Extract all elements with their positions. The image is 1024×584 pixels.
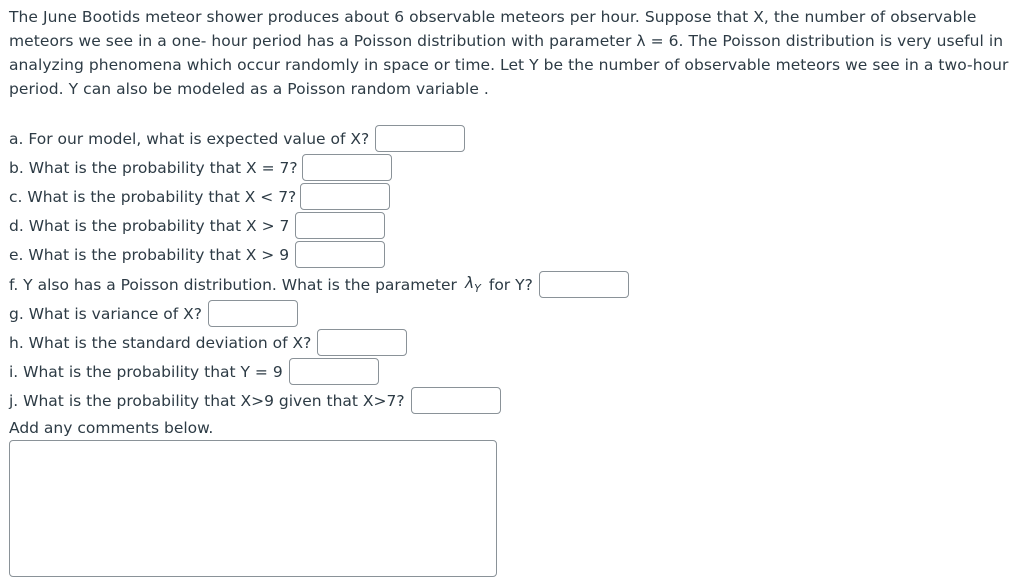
answer-input-c[interactable] bbox=[300, 183, 390, 210]
question-e bbox=[9, 240, 385, 269]
question-c-label: c. What is the probability that X < 7? bbox=[9, 187, 297, 206]
question-d-label: d. What is the probability that X > 7 bbox=[9, 216, 290, 235]
lambda-y-symbol: $\lambda_Y$ bbox=[464, 274, 481, 295]
answer-input-e[interactable] bbox=[295, 241, 385, 268]
question-b bbox=[9, 153, 392, 182]
problem-statement: The June Bootids meteor shower produces about 6 observable meteors per hour. Suppose that X, the number of observable meteors we see in a one- hour period has a Poisson distribution with parameter λ = 6. The Poisson distribution is very useful in analyzing phenomena which occur randomly in space or time. Let Y be the number of observable meteors we see in a two-hour period. Y can also be modeled as a Poisson random variable . bbox=[9, 8, 1009, 98]
question-h-label: h. What is the standard deviation of X? bbox=[9, 333, 312, 352]
question-c bbox=[9, 182, 390, 211]
comments-label: Add any comments below. bbox=[9, 419, 214, 437]
question-e-label: e. What is the probability that X > 9 bbox=[9, 245, 290, 264]
question-j bbox=[9, 386, 501, 415]
question-i-label: i. What is the probability that Y = 9 bbox=[9, 362, 283, 381]
question-g bbox=[9, 299, 298, 328]
question-h bbox=[9, 328, 407, 357]
answer-input-g[interactable] bbox=[208, 300, 298, 327]
question-d bbox=[9, 211, 385, 240]
comments-textarea[interactable] bbox=[9, 440, 497, 577]
question-f bbox=[9, 270, 629, 299]
answer-input-a[interactable] bbox=[375, 125, 465, 152]
answer-input-h[interactable] bbox=[317, 329, 407, 356]
question-i bbox=[9, 357, 379, 386]
question-g-label: g. What is variance of X? bbox=[9, 304, 203, 323]
answer-input-b[interactable] bbox=[302, 154, 392, 181]
answer-input-f[interactable] bbox=[539, 271, 629, 298]
answer-input-j[interactable] bbox=[411, 387, 501, 414]
question-a bbox=[9, 124, 465, 153]
question-a-label: a. For our model, what is expected value of X? bbox=[9, 129, 370, 148]
answer-input-i[interactable] bbox=[289, 358, 379, 385]
question-j-label: j. What is the probability that X>9 given that X>7? bbox=[9, 391, 405, 410]
question-f-label: f. Y also has a Poisson distribution. What is the parameter bbox=[9, 275, 457, 294]
question-f-suffix: for Y? bbox=[488, 275, 533, 294]
answer-input-d[interactable] bbox=[295, 212, 385, 239]
question-b-label: b. What is the probability that X = 7? bbox=[9, 158, 298, 177]
